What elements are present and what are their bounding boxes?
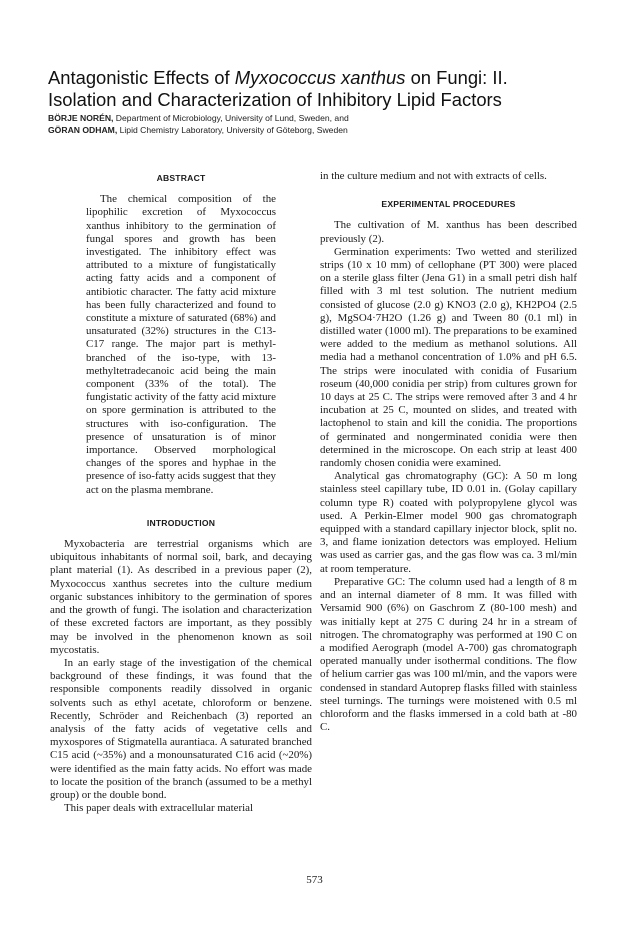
abstract-body (86, 193, 276, 497)
exp-paragraph-3: Analytical gas chromatography (GC): A 50 m long stainless steel capillary tube, ID 0.01 in. (Golay capillary column type R) coated with polypropylene glycol was used. A Perkin-Elmer model 900 gas chromatograph equipped with a standard capillary injector block, split no. 3, and flame ionization detectors was employed. Helium was used as carrier gas, and the gas flow was ca. 3 ml/min at room temperature. (320, 470, 577, 575)
intro-paragraph-1: Myxobacteria are terrestrial organisms which are ubiquitous inhabitants of normal soil, bark, and decaying plant material (1). As described in a previous paper (2), Myxococcus xanthus secretes into the culture medium organic substances inhibitory to the germination of spores and the growth of fungi. The isolation and characterization of these excreted factors are important, as they possibly may be involved in the phenomenon known as soil mycostatis. (50, 538, 312, 656)
author-name-1: BÖRJE NORÉN, (48, 113, 114, 123)
author-name-2: GÖRAN ODHAM, (48, 125, 118, 135)
title-part-2: on Fungi: II. (405, 67, 508, 88)
author-affiliation-1: Department of Microbiology, University of Lund, Sweden, and (113, 113, 349, 123)
introduction-heading: INTRODUCTION (146, 517, 216, 528)
author-line-1 (48, 112, 608, 124)
page-number: 573 (306, 874, 323, 886)
title-part-1: Antagonistic Effects of (48, 67, 235, 88)
author-line-2 (48, 124, 608, 136)
title-species: Myxococcus xanthus (234, 67, 406, 88)
intro-paragraph-3: This paper deals with extracellular material (64, 802, 253, 815)
exp-paragraph-1: The cultivation of M. xanthus has been described previously (2). (320, 219, 577, 245)
article-title (48, 67, 608, 111)
author-affiliation-2: Lipid Chemistry Laboratory, University of Göteborg, Sweden (117, 125, 348, 135)
author-byline (48, 112, 608, 136)
left-column (50, 170, 312, 815)
abstract-text: The chemical composition of the lipophilic excretion of Myxococcus xanthus inhibitory to the germination of fungal spores and growth has been investigated. The inhibitory effect was attributed to a mixture of fungistatically acting fatty acids and a component of antibiotic character. The fatty acid mixture has been fully characterized and found to constitute a mixture of saturated (68%) and unsaturated (32%) structures in the C13-C17 range. The major part is methyl-branched of the iso-type, with 13-methyltetradecanoic acid being the main component (33% of the total). The fungistatic activity of the fatty acid mixture on spore germination is attributed to the structures with iso-configuration. The presence of unsaturation is of minor importance. Observed morphological changes of the spores and hyphae in the presence of iso-fatty acids suggest that they act on the plasma membrane. (86, 193, 276, 496)
experimental-heading: EXPERIMENTAL PROCEDURES (381, 199, 516, 210)
right-column (320, 170, 577, 734)
intro-continuation: in the culture medium and not with extracts of cells. (320, 170, 547, 182)
intro-paragraph-2: In an early stage of the investigation of the chemical background of these findings, it was found that the responsible components readily dissolved in organic solvents such as ethyl acetate, chloroform or benzene. Recently, Schröder and Reichenbach (3) reported an analysis of the fatty acids of vegetative cells and myxospores of Stigmatella aurantiaca. A saturated branched C15 acid (~35%) and a monounsaturated C16 acid (~20%) were identified as the main fatty acids. No effort was made to locate the position of the branch (assumed to be a methyl group) or the double bond. (50, 656, 312, 801)
exp-paragraph-4: Preparative GC: The column used had a length of 8 m and an internal diameter of 8 mm. It was filled with Versamid 900 (6%) on Gaschrom Z (80-100 mesh) and was initially kept at 275 C during 24 hr in a stream of nitrogen. The chromatography was performed at 190 C on a modified Aerograph (model A-700) gas chromatograph operated manually under isothermal conditions. The flow of helium carrier gas was 100 ml/min, and the vapors were condensed in standard Autoprep flasks filled with stainless steel turnings. The turnings were moistened with 0.5 ml chloroform and the flasks immersed in a cold bath at -80 C. (320, 575, 577, 734)
abstract-heading: ABSTRACT (156, 173, 206, 183)
exp-paragraph-2: Germination experiments: Two wetted and sterilized strips (10 x 10 mm) of cellophane (PT 300) were placed on a sterile glass filter (Jena G1) in a small petri dish half filled with 3 ml test solution. The nutrient medium consisted of glucose (2.0 g) KNO3 (2.0 g), KH2PO4 (2.5 g), MgSO4·7H2O (1.26 g) and Tween 80 (0.1 ml) in distilled water (1000 ml). The preparations to be examined were added to the medium as methanol solutions. All media had a methanol concentration of 1.0% and pH 6.5. The strips were inoculated with conidia of Fusarium roseum (40,000 conidia per strip) from cultures grown for 10 days at 25 C. The strips were removed after 3 and 4 hr incubation at 25 C, mounted on slides, and treated with lactophenol to stain and kill the conidia. The proportions of germinated and nongerminated conidia were then determined in the microscope. On each strip at least 400 randomly chosen conidia were examined. (320, 245, 577, 470)
title-line-2: Isolation and Characterization of Inhibitory Lipid Factors (48, 89, 502, 110)
